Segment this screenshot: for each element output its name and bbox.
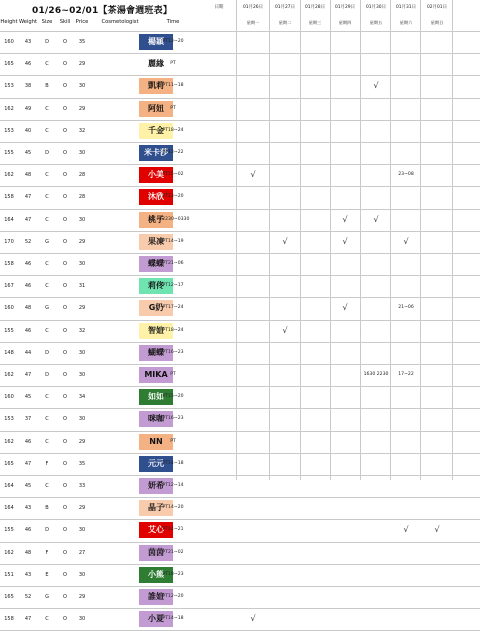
cell-k: O bbox=[63, 505, 67, 512]
cell-s: C bbox=[45, 105, 49, 112]
cell-s: C bbox=[45, 416, 49, 423]
cell-time: PT18~24 bbox=[162, 127, 184, 133]
cell-p: 28 bbox=[78, 172, 86, 179]
cell-h: 155 bbox=[4, 527, 14, 534]
cell-w: 52 bbox=[24, 238, 32, 245]
cell-w: 46 bbox=[24, 261, 32, 267]
table-row bbox=[0, 186, 480, 208]
cell-w: 43 bbox=[24, 571, 32, 578]
cell-time: PT bbox=[170, 438, 176, 444]
cell-w: 48 bbox=[24, 549, 32, 556]
date-cell: 01月27日 bbox=[275, 5, 295, 10]
row-divider bbox=[0, 98, 480, 99]
table-row bbox=[0, 475, 480, 497]
header-height: Height bbox=[0, 19, 18, 25]
cosmetologist-name: 千金 bbox=[139, 123, 173, 139]
cell-h: 151 bbox=[4, 571, 14, 578]
cell-k: O bbox=[63, 150, 67, 156]
cell-k: O bbox=[63, 349, 67, 356]
row-divider bbox=[0, 209, 480, 210]
cell-p: 29 bbox=[78, 61, 86, 68]
cell-h: 165 bbox=[4, 460, 14, 467]
cosmetologist-name: G奶 bbox=[139, 300, 173, 316]
cell-time: PT16~23 bbox=[162, 349, 184, 355]
cell-k: O bbox=[63, 39, 67, 45]
day-mark: √ bbox=[282, 236, 288, 246]
cell-k: O bbox=[63, 616, 67, 623]
cosmetologist-name: 蝴蝶 bbox=[139, 345, 173, 361]
day-mark: √ bbox=[403, 525, 409, 535]
cell-k: O bbox=[63, 216, 67, 223]
cell-h: 160 bbox=[4, 39, 14, 45]
cell-p: 32 bbox=[78, 327, 86, 334]
cell-time: PT2230~0330 bbox=[156, 216, 190, 222]
table-row bbox=[0, 542, 480, 564]
day-mark: √ bbox=[373, 214, 379, 224]
cosmetologist-name: 茵茵 bbox=[139, 545, 173, 561]
cell-w: 40 bbox=[24, 127, 32, 134]
table-row bbox=[0, 231, 480, 253]
date-cell: 01月26日 bbox=[243, 5, 263, 10]
cell-k: O bbox=[63, 194, 67, 201]
cell-p: 33 bbox=[78, 483, 86, 489]
cell-time: PT bbox=[170, 61, 176, 67]
row-divider bbox=[0, 142, 480, 143]
weekday-header: 星期一 bbox=[246, 20, 260, 25]
table-row bbox=[0, 431, 480, 453]
cell-h: 164 bbox=[4, 216, 14, 223]
cell-w: 45 bbox=[24, 394, 32, 401]
cell-p: 27 bbox=[78, 549, 86, 556]
cell-w: 48 bbox=[24, 305, 32, 312]
date-cell: 日期 bbox=[214, 5, 224, 10]
cell-k: O bbox=[63, 105, 67, 112]
cell-k: O bbox=[63, 327, 67, 334]
day-mark: 1630 2230 bbox=[363, 372, 389, 377]
cell-time: PT21~06 bbox=[162, 261, 184, 266]
cell-k: O bbox=[63, 460, 67, 467]
cosmetologist-name: 晶子 bbox=[139, 500, 173, 516]
day-mark: √ bbox=[342, 303, 348, 313]
cell-s: D bbox=[45, 527, 49, 534]
cell-time: PT14~21 bbox=[162, 527, 184, 533]
day-mark: √ bbox=[373, 81, 379, 91]
table-row bbox=[0, 253, 480, 275]
day-mark: 23~08 bbox=[398, 172, 414, 178]
cell-p: 30 bbox=[78, 349, 86, 356]
cosmetologist-name: 麗緣 bbox=[139, 56, 173, 72]
cosmetologist-name: 艾心 bbox=[139, 522, 173, 538]
cell-p: 34 bbox=[78, 394, 86, 401]
cell-s: C bbox=[45, 394, 49, 401]
cell-k: O bbox=[63, 127, 67, 134]
cell-time: PT11~18 bbox=[162, 83, 184, 89]
cell-w: 47 bbox=[24, 616, 32, 623]
cell-w: 43 bbox=[24, 39, 32, 45]
cell-w: 46 bbox=[24, 61, 32, 68]
cell-h: 162 bbox=[4, 438, 14, 445]
cell-k: O bbox=[63, 416, 67, 423]
col-divider bbox=[420, 0, 421, 480]
row-divider bbox=[0, 608, 480, 609]
table-row bbox=[0, 164, 480, 186]
header-price: Price bbox=[75, 19, 89, 25]
cell-s: C bbox=[45, 261, 49, 267]
cell-p: 30 bbox=[78, 571, 86, 578]
table-row bbox=[0, 275, 480, 297]
cell-k: O bbox=[63, 527, 67, 534]
cell-w: 46 bbox=[24, 438, 32, 445]
cell-p: 30 bbox=[78, 261, 86, 267]
cell-k: O bbox=[63, 571, 67, 578]
row-divider bbox=[0, 431, 480, 432]
header-size: Size bbox=[41, 19, 53, 25]
cosmetologist-name: 咪咖 bbox=[139, 411, 173, 427]
cell-time: PT16~23 bbox=[162, 416, 184, 422]
weekday-header: 星期五 bbox=[369, 20, 383, 25]
cell-w: 38 bbox=[24, 83, 32, 90]
table-row bbox=[0, 408, 480, 430]
cell-s: C bbox=[45, 172, 49, 179]
cell-s: D bbox=[45, 39, 49, 45]
cell-time: PT12~20 bbox=[162, 594, 184, 599]
col-divider bbox=[269, 0, 270, 480]
cell-time: PT18~23 bbox=[162, 571, 184, 577]
cell-k: O bbox=[63, 305, 67, 312]
table-row bbox=[0, 98, 480, 120]
cell-w: 47 bbox=[24, 216, 32, 223]
cell-h: 165 bbox=[4, 61, 14, 68]
cosmetologist-name: 桃子 bbox=[139, 212, 173, 228]
column-header-row bbox=[0, 14, 480, 31]
weekday-header: 星期三 bbox=[308, 20, 322, 25]
cosmetologist-name: 米卡莎 bbox=[139, 145, 173, 161]
cell-time: PT15~02 bbox=[162, 172, 184, 178]
cell-s: F bbox=[45, 460, 49, 467]
date-cell: 01月30日 bbox=[366, 5, 386, 10]
cosmetologist-name: 果凍 bbox=[139, 234, 173, 250]
table-row bbox=[0, 586, 480, 608]
cosmetologist-name: 如如 bbox=[139, 389, 173, 405]
cell-time: PT12~14 bbox=[162, 483, 184, 488]
cell-time: PT14~19 bbox=[162, 238, 184, 244]
cell-k: O bbox=[63, 261, 67, 267]
cosmetologist-name: 智媗 bbox=[139, 323, 173, 339]
cell-h: 160 bbox=[4, 305, 14, 312]
cell-k: O bbox=[63, 238, 67, 245]
cell-s: C bbox=[45, 61, 49, 68]
day-mark: √ bbox=[403, 236, 409, 246]
cell-h: 153 bbox=[4, 83, 14, 90]
cell-h: 155 bbox=[4, 150, 14, 156]
cosmetologist-name: 蝶蝶 bbox=[139, 256, 173, 272]
cell-p: 30 bbox=[78, 83, 86, 90]
day-mark: √ bbox=[342, 236, 348, 246]
date-cell: 01月29日 bbox=[335, 5, 355, 10]
cell-p: 29 bbox=[78, 238, 86, 245]
cell-s: G bbox=[45, 238, 49, 245]
table-row bbox=[0, 31, 480, 53]
row-divider bbox=[0, 164, 480, 165]
cell-s: C bbox=[45, 283, 49, 290]
table-row bbox=[0, 364, 480, 386]
cell-k: O bbox=[63, 394, 67, 401]
cosmetologist-name: 阿妞 bbox=[139, 101, 173, 117]
cell-h: 148 bbox=[4, 349, 14, 356]
cell-h: 162 bbox=[4, 105, 14, 112]
cell-h: 165 bbox=[4, 594, 14, 600]
header-skill: Skill bbox=[59, 19, 71, 25]
day-mark: 21~06 bbox=[398, 305, 414, 311]
cell-time: PT13~20 bbox=[162, 39, 184, 44]
cell-h: 162 bbox=[4, 372, 14, 378]
cell-s: E bbox=[45, 571, 49, 578]
cell-h: 160 bbox=[4, 394, 14, 401]
cosmetologist-name: 楊穎 bbox=[139, 34, 173, 50]
cell-h: 167 bbox=[4, 283, 14, 290]
cosmetologist-name: 妍希 bbox=[139, 478, 173, 494]
cosmetologist-name: 小美 bbox=[139, 167, 173, 183]
weekday-header: 星期二 bbox=[278, 20, 292, 25]
cell-h: 170 bbox=[4, 238, 14, 245]
row-divider bbox=[0, 519, 480, 520]
table-row bbox=[0, 297, 480, 319]
cosmetologist-name: NN bbox=[139, 434, 173, 450]
cell-s: B bbox=[45, 83, 49, 90]
col-divider bbox=[360, 0, 361, 480]
cell-w: 46 bbox=[24, 327, 32, 334]
cell-s: C bbox=[45, 483, 49, 489]
cell-p: 29 bbox=[78, 438, 86, 445]
cell-h: 164 bbox=[4, 505, 14, 512]
row-divider bbox=[0, 320, 480, 321]
cell-time: PT15~20 bbox=[162, 394, 184, 400]
cell-k: O bbox=[63, 172, 67, 179]
cell-w: 37 bbox=[24, 416, 32, 423]
schedule-title: 01/26~02/01【茶湯會週班表】 bbox=[32, 6, 173, 16]
cell-h: 158 bbox=[4, 616, 14, 623]
cell-time: PT18~24 bbox=[162, 327, 184, 333]
cell-time: PT14~18 bbox=[162, 460, 184, 466]
table-row bbox=[0, 209, 480, 231]
cell-k: O bbox=[63, 594, 67, 600]
table-row bbox=[0, 608, 480, 630]
cell-w: 47 bbox=[24, 460, 32, 467]
cell-h: 162 bbox=[4, 549, 14, 556]
cell-p: 29 bbox=[78, 594, 86, 600]
table-row bbox=[0, 386, 480, 408]
cell-k: O bbox=[63, 83, 67, 90]
cell-s: D bbox=[45, 349, 49, 356]
cell-s: B bbox=[45, 505, 49, 512]
cell-time: PT14~20 bbox=[162, 505, 184, 511]
date-cell: 01月31日 bbox=[396, 5, 416, 10]
cell-s: D bbox=[45, 150, 49, 156]
row-divider bbox=[0, 186, 480, 187]
cell-w: 52 bbox=[24, 594, 32, 600]
col-divider bbox=[330, 0, 331, 480]
cell-time: PT13~22 bbox=[162, 150, 184, 155]
date-cell: 02月01日 bbox=[427, 5, 447, 10]
header-weight: Weight bbox=[18, 19, 38, 25]
header-cosmetologist: Cosmetologist bbox=[101, 19, 139, 25]
row-divider bbox=[0, 564, 480, 565]
cell-h: 158 bbox=[4, 261, 14, 267]
cell-k: O bbox=[63, 549, 67, 556]
col-divider bbox=[452, 0, 453, 480]
row-divider bbox=[0, 386, 480, 387]
day-mark: √ bbox=[250, 614, 256, 624]
row-divider bbox=[0, 364, 480, 365]
cell-k: O bbox=[63, 283, 67, 290]
table-row bbox=[0, 120, 480, 142]
row-divider bbox=[0, 253, 480, 254]
table-row bbox=[0, 53, 480, 75]
cosmetologist-name: 誰媗 bbox=[139, 589, 173, 605]
header-time: Time bbox=[166, 19, 180, 25]
date-cell: 01月28日 bbox=[305, 5, 325, 10]
row-divider bbox=[0, 408, 480, 409]
cell-p: 30 bbox=[78, 616, 86, 623]
cell-p: 30 bbox=[78, 416, 86, 423]
cell-w: 45 bbox=[24, 483, 32, 489]
cell-s: C bbox=[45, 127, 49, 134]
cell-k: O bbox=[63, 483, 67, 489]
col-divider bbox=[236, 0, 237, 480]
cell-time: PT13~20 bbox=[162, 194, 184, 200]
cosmetologist-name: 沐欣 bbox=[139, 189, 173, 205]
cell-time: PT17~24 bbox=[162, 305, 184, 311]
day-mark: 17~22 bbox=[398, 372, 414, 377]
row-divider bbox=[0, 231, 480, 232]
row-divider bbox=[0, 75, 480, 76]
cell-h: 155 bbox=[4, 327, 14, 334]
cell-h: 153 bbox=[4, 416, 14, 423]
cell-s: C bbox=[45, 216, 49, 223]
weekday-header: 星期四 bbox=[338, 20, 352, 25]
cell-p: 31 bbox=[78, 283, 86, 290]
cell-time: PT bbox=[170, 372, 176, 377]
cell-s: F bbox=[45, 549, 49, 556]
cell-p: 35 bbox=[78, 460, 86, 467]
cell-s: G bbox=[45, 594, 49, 600]
cell-w: 48 bbox=[24, 172, 32, 179]
cell-k: O bbox=[63, 438, 67, 445]
cell-time: PT12~17 bbox=[162, 283, 184, 289]
cell-h: 164 bbox=[4, 483, 14, 489]
day-mark: √ bbox=[434, 525, 440, 535]
row-divider bbox=[0, 586, 480, 587]
cosmetologist-name: 元元 bbox=[139, 456, 173, 472]
cell-p: 32 bbox=[78, 127, 86, 134]
day-mark: √ bbox=[342, 214, 348, 224]
cell-s: G bbox=[45, 305, 49, 312]
cell-p: 29 bbox=[78, 305, 86, 312]
cell-s: D bbox=[45, 372, 49, 378]
cell-w: 47 bbox=[24, 194, 32, 201]
cell-p: 29 bbox=[78, 505, 86, 512]
cell-w: 45 bbox=[24, 150, 32, 156]
weekday-header: 星期六 bbox=[399, 20, 413, 25]
row-divider bbox=[0, 275, 480, 276]
row-divider bbox=[0, 297, 480, 298]
cell-w: 43 bbox=[24, 505, 32, 512]
cell-p: 28 bbox=[78, 194, 86, 201]
cell-p: 29 bbox=[78, 105, 86, 112]
col-divider bbox=[300, 0, 301, 480]
row-divider bbox=[0, 120, 480, 121]
cell-h: 158 bbox=[4, 194, 14, 201]
table-row bbox=[0, 342, 480, 364]
row-divider bbox=[0, 31, 480, 32]
cell-time: PT14~18 bbox=[162, 616, 184, 622]
cell-time: PT21~02 bbox=[162, 549, 184, 555]
row-divider bbox=[0, 497, 480, 498]
table-row bbox=[0, 75, 480, 97]
cell-w: 49 bbox=[24, 105, 32, 112]
cell-s: C bbox=[45, 616, 49, 623]
cell-p: 35 bbox=[78, 39, 86, 45]
cell-w: 44 bbox=[24, 349, 32, 356]
cosmetologist-name: 凱莉 bbox=[139, 78, 173, 94]
cosmetologist-name: 莉佟 bbox=[139, 278, 173, 294]
row-divider bbox=[0, 475, 480, 476]
table-row bbox=[0, 519, 480, 541]
cell-w: 47 bbox=[24, 372, 32, 378]
table-row bbox=[0, 497, 480, 519]
cell-w: 46 bbox=[24, 527, 32, 534]
col-divider bbox=[390, 0, 391, 480]
table-row bbox=[0, 453, 480, 475]
weekday-header: 星期日 bbox=[430, 20, 444, 25]
cell-k: O bbox=[63, 61, 67, 68]
cell-w: 46 bbox=[24, 283, 32, 290]
cell-h: 162 bbox=[4, 172, 14, 179]
cell-h: 153 bbox=[4, 127, 14, 134]
cosmetologist-name: 小夏 bbox=[139, 611, 173, 627]
cell-p: 30 bbox=[78, 216, 86, 223]
cell-p: 30 bbox=[78, 150, 86, 156]
cosmetologist-name: MIKA bbox=[139, 367, 173, 383]
cell-p: 30 bbox=[78, 372, 86, 378]
cell-s: C bbox=[45, 327, 49, 334]
row-divider bbox=[0, 53, 480, 54]
table-row bbox=[0, 564, 480, 586]
day-mark: √ bbox=[250, 170, 256, 180]
cosmetologist-name: 小熊 bbox=[139, 567, 173, 583]
cell-p: 30 bbox=[78, 527, 86, 534]
day-mark: √ bbox=[282, 325, 288, 335]
cell-s: C bbox=[45, 194, 49, 201]
row-divider bbox=[0, 542, 480, 543]
cell-time: PT bbox=[170, 105, 176, 111]
row-divider bbox=[0, 342, 480, 343]
table-row bbox=[0, 320, 480, 342]
table-row bbox=[0, 142, 480, 164]
cell-s: C bbox=[45, 438, 49, 445]
row-divider bbox=[0, 453, 480, 454]
cell-k: O bbox=[63, 372, 67, 378]
